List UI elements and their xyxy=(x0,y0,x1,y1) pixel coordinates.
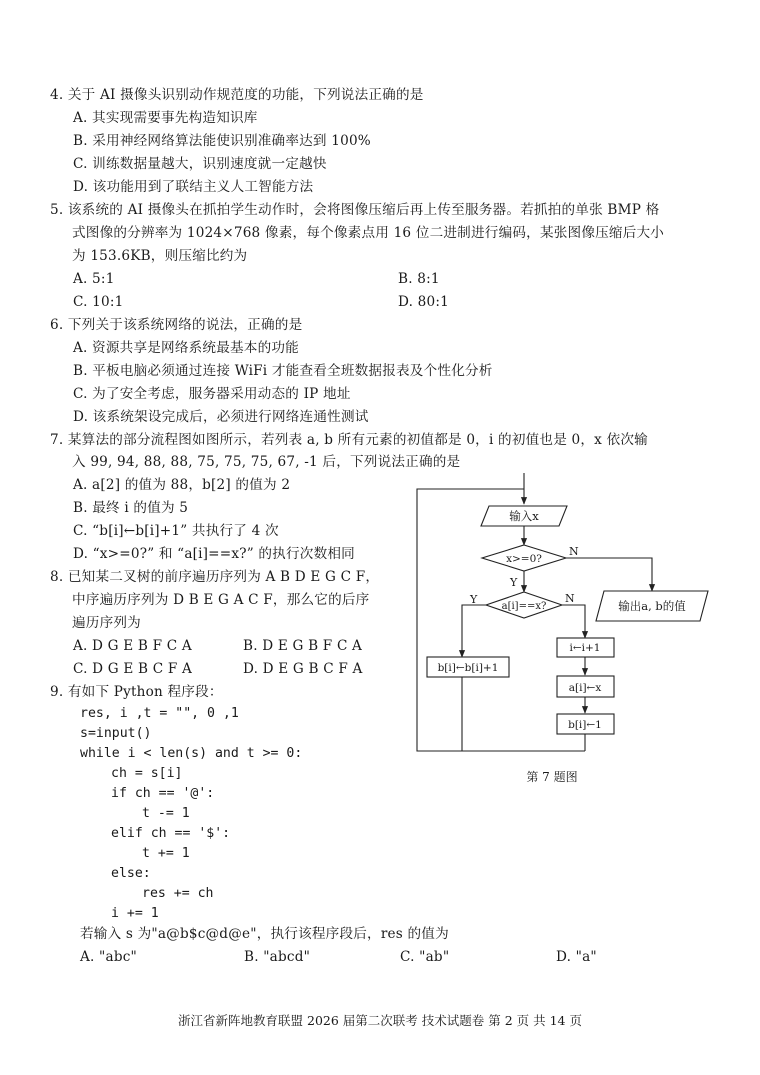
q7-option-b: B. 最终 i 的值为 5 xyxy=(73,500,189,516)
code-line-3: while i < len(s) and t >= 0: xyxy=(80,746,303,761)
flowchart-figure-7 xyxy=(400,470,730,790)
q9-question: 若输入 s 为"a@b$c@d@e"，执行该程序段后，res 的值为 xyxy=(80,926,449,942)
code-line-4: ch = s[i] xyxy=(111,766,183,781)
flow-b-inc-text: b[i]←b[i]+1 xyxy=(437,662,499,674)
q7-stem-line2: 入 99, 94, 88, 88, 75, 75, 75, 67, -1 后，下列说法正确的是 xyxy=(72,454,461,470)
q8-option-c: C. D G E B C F A xyxy=(73,661,193,677)
q9-option-d: D. "a" xyxy=(556,949,597,965)
code-line-5: if ch == '@': xyxy=(111,786,215,801)
flow-label-y2: Y xyxy=(470,593,478,606)
q4-option-b: B. 采用神经网络算法能使识别准确率达到 100% xyxy=(73,133,371,149)
q4-option-c: C. 训练数据量越大，识别速度就一定越快 xyxy=(73,156,327,172)
q5-option-a: A. 5:1 xyxy=(73,271,115,287)
flow-a-set-text: a[i]←x xyxy=(568,682,602,694)
q6-option-a: A. 资源共享是网络系统最基本的功能 xyxy=(73,340,299,356)
code-line-1: res, i ,t = "", 0 ,1 xyxy=(80,706,239,721)
flow-label-y1: Y xyxy=(510,576,518,589)
q6-option-b: B. 平板电脑必须通过连接 WiFi 才能查看全班数据报表及个性化分析 xyxy=(73,363,493,379)
code-line-11: i += 1 xyxy=(111,906,159,921)
flow-b-set-text: b[i]←1 xyxy=(568,719,602,731)
flow-cond2-text: a[i]==x? xyxy=(501,601,547,612)
q7-option-a: A. a[2] 的值为 88，b[2] 的值为 2 xyxy=(73,477,291,493)
q5-option-d: D. 80:1 xyxy=(398,294,449,310)
q8-option-b: B. D E G B F C A xyxy=(243,638,363,654)
q8-stem-line3: 遍历序列为 xyxy=(72,615,141,631)
code-line-9: else: xyxy=(111,866,151,881)
q5-option-c: C. 10:1 xyxy=(73,294,124,310)
cond2-yes-path xyxy=(462,605,486,657)
q9-option-c: C. "ab" xyxy=(400,949,450,965)
q6-option-c: C. 为了安全考虑，服务器采用动态的 IP 地址 xyxy=(73,386,351,402)
cond2-no-path xyxy=(562,605,585,638)
q9-option-b: B. "abcd" xyxy=(244,949,311,965)
code-line-10: res += ch xyxy=(142,886,214,901)
flow-label-n1: N xyxy=(569,545,579,558)
code-line-8: t += 1 xyxy=(142,846,190,861)
cond1-no-path xyxy=(566,558,652,591)
code-line-7: elif ch == '$': xyxy=(111,826,231,841)
flow-caption: 第 7 题图 xyxy=(526,770,578,784)
page-footer: 浙江省新阵地教育联盟 2026 届第二次联考 技术试题卷 第 2 页 共 14 页 xyxy=(178,1013,582,1028)
q8-stem-line1: 8. 已知某二叉树的前序遍历序列为 A B D E G C F， xyxy=(50,569,380,585)
code-line-6: t -= 1 xyxy=(142,806,190,821)
q8-stem-line2: 中序遍历序列为 D B E G A C F，那么它的后序 xyxy=(72,592,370,608)
q5-stem-line1: 5. 该系统的 AI 摄像头在抓拍学生动作时，会将图像压缩后再上传至服务器。若抓拍的单张 BMP 格 xyxy=(50,202,660,218)
q5-option-b: B. 8:1 xyxy=(398,271,440,287)
q6-option-d: D. 该系统架设完成后，必须进行网络连通性测试 xyxy=(73,409,369,425)
q8-option-d: D. D E G B C F A xyxy=(243,661,363,677)
q9-option-a: A. "abc" xyxy=(80,949,137,965)
q7-option-c: C. “b[i]←b[i]+1” 共执行了 4 次 xyxy=(73,523,279,539)
flow-label-n2: N xyxy=(565,592,575,605)
q7-stem-line1: 7. 某算法的部分流程图如图所示，若列表 a, b 所有元素的初值都是 0，i 的初值也是 0，x 依次输 xyxy=(50,432,648,448)
q5-stem-line3: 为 153.6KB，则压缩比约为 xyxy=(72,248,248,264)
q9-stem: 9. 有如下 Python 程序段： xyxy=(50,684,223,700)
code-line-2: s=input() xyxy=(80,726,152,741)
flow-i-inc-text: i←i+1 xyxy=(569,642,601,654)
q4-option-a: A. 其实现需要事先构造知识库 xyxy=(73,110,258,126)
q5-stem-line2: 式图像的分辨率为 1024×768 像素，每个像素点用 16 位二进制进行编码，某张图像压缩后大小 xyxy=(72,225,665,241)
q4-stem: 4. 关于 AI 摄像头识别动作规范度的功能，下列说法正确的是 xyxy=(50,87,424,103)
flow-cond1-text: x>=0? xyxy=(506,553,542,565)
loop-back-line xyxy=(417,489,524,751)
q4-option-d: D. 该功能用到了联结主义人工智能方法 xyxy=(73,179,314,195)
q7-option-d: D. “x>=0?” 和 “a[i]==x?” 的执行次数相同 xyxy=(73,546,355,562)
flow-input-text: 输入x xyxy=(509,509,539,523)
q6-stem: 6. 下列关于该系统网络的说法，正确的是 xyxy=(50,317,303,333)
flow-output-text: 输出a, b的值 xyxy=(618,599,686,613)
q8-option-a: A. D G E B F C A xyxy=(73,638,192,654)
